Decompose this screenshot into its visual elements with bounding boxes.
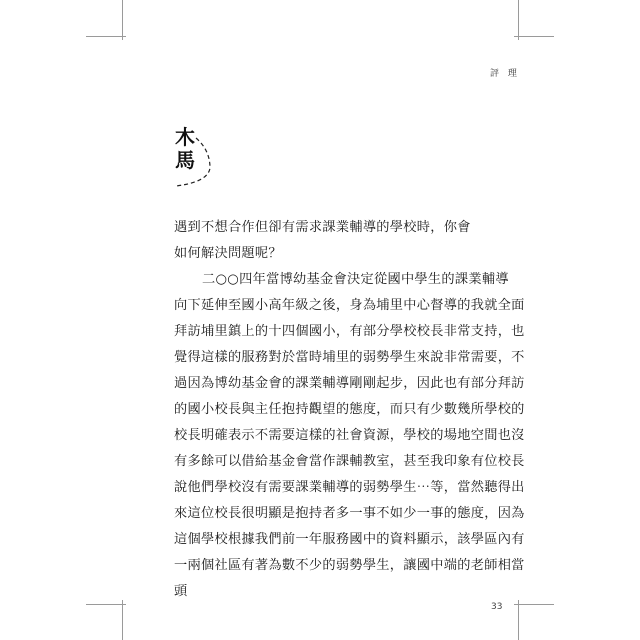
crop-mark bbox=[122, 600, 123, 640]
question-text: 遇到不想合作但卻有需求課業輔導的學校時，你會如何解決問題呢？ bbox=[174, 220, 471, 261]
body-line: 說他們學校沒有需要課業輔導的弱勢學生⋯等，當然聽得出 bbox=[174, 480, 525, 495]
body-line: 一兩個社區有著為數不少的弱勢學生，讓國中端的老師相當 bbox=[174, 558, 525, 573]
page-number: 33 bbox=[491, 602, 503, 612]
body-line: 向下延伸至國小高年級之後，身為埔里中心督導的我就全面 bbox=[174, 298, 525, 313]
running-head: 評 理 bbox=[490, 69, 520, 79]
body-line: 的國小校長與主任抱持觀望的態度，而只有少數幾所學校的 bbox=[174, 402, 525, 417]
section-heading-char-2: 馬 bbox=[175, 148, 195, 172]
crop-mark bbox=[86, 604, 126, 605]
section-heading-char-1: 木 bbox=[175, 125, 195, 149]
decorative-dashed-arc bbox=[168, 120, 228, 190]
crop-mark bbox=[86, 36, 126, 37]
body-line: 拜訪埔里鎮上的十四個國小，有部分學校校長非常支持，也 bbox=[174, 324, 525, 339]
crop-mark bbox=[122, 0, 123, 40]
body-line: 這個學校根據我們前一年服務國中的資料顯示，該學區內有 bbox=[174, 532, 525, 547]
body-paragraph bbox=[174, 267, 525, 605]
crop-mark bbox=[514, 36, 554, 37]
body-line: 過因為博幼基金會的課業輔導剛剛起步，因此也有部分拜訪 bbox=[174, 376, 525, 391]
crop-mark bbox=[518, 0, 519, 40]
body-line: 來這位校長很明顯是抱持者多一事不如少一事的態度，因為 bbox=[174, 506, 525, 521]
body-line: 二○○四年當博幼基金會決定從國中學生的課業輔導 bbox=[202, 272, 509, 287]
body-line: 頭 bbox=[174, 584, 188, 599]
body-line: 覺得這樣的服務對於當時埔里的弱勢學生來說非常需要，不 bbox=[174, 350, 525, 365]
crop-mark bbox=[514, 604, 554, 605]
body-line: 校長明確表示不需要這樣的社會資源，學校的場地空間也沒 bbox=[174, 428, 525, 443]
body-line: 有多餘可以借給基金會當作課輔教室，甚至我印象有位校長 bbox=[174, 454, 525, 469]
crop-mark bbox=[518, 600, 519, 640]
